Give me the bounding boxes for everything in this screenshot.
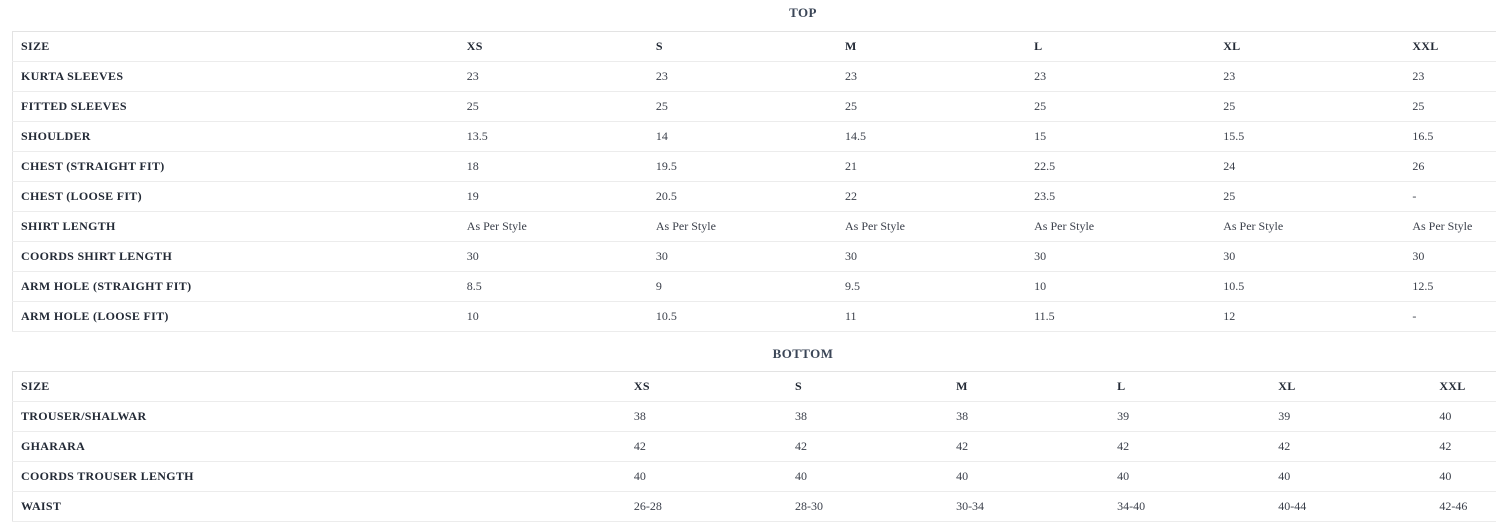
- column-header-xl: XL: [1270, 372, 1431, 402]
- cell-value: 38: [948, 402, 1109, 432]
- size-chart-content: [0, 5, 1496, 522]
- cell-value: 20.5: [648, 182, 837, 212]
- row-label: TROUSER/SHALWAR: [13, 402, 626, 432]
- table-row: [13, 122, 1497, 152]
- table-row: [13, 212, 1497, 242]
- cell-value: 10: [1026, 272, 1215, 302]
- table-row: [13, 152, 1497, 182]
- cell-value: 42: [1270, 432, 1431, 462]
- row-label: COORDS SHIRT LENGTH: [13, 242, 459, 272]
- column-header-size: SIZE: [13, 372, 626, 402]
- cell-value: As Per Style: [1215, 212, 1404, 242]
- cell-value: 21: [837, 152, 1026, 182]
- cell-value: 28-30: [787, 492, 948, 522]
- column-header-xs: XS: [626, 372, 787, 402]
- cell-value: 25: [1215, 182, 1404, 212]
- cell-value: 9: [648, 272, 837, 302]
- cell-value: 12.5: [1404, 272, 1496, 302]
- table-row: [13, 302, 1497, 332]
- table-row: [13, 242, 1497, 272]
- cell-value: 23: [648, 62, 837, 92]
- table-row: [13, 62, 1497, 92]
- row-label: SHIRT LENGTH: [13, 212, 459, 242]
- header-row: [13, 372, 1497, 402]
- cell-value: 26: [1404, 152, 1496, 182]
- cell-value: 30: [1215, 242, 1404, 272]
- column-header-l: L: [1026, 32, 1215, 62]
- column-header-m: M: [948, 372, 1109, 402]
- cell-value: 23.5: [1026, 182, 1215, 212]
- cell-value: 25: [1215, 92, 1404, 122]
- table-row: [13, 92, 1497, 122]
- cell-value: 14.5: [837, 122, 1026, 152]
- cell-value: 38: [626, 402, 787, 432]
- cell-value: 8.5: [459, 272, 648, 302]
- cell-value: 40: [1109, 462, 1270, 492]
- cell-value: As Per Style: [648, 212, 837, 242]
- cell-value: 16.5: [1404, 122, 1496, 152]
- cell-value: 18: [459, 152, 648, 182]
- row-label: WAIST: [13, 492, 626, 522]
- row-label: KURTA SLEEVES: [13, 62, 459, 92]
- cell-value: 12: [1215, 302, 1404, 332]
- column-header-m: M: [837, 32, 1026, 62]
- cell-value: 40: [1431, 462, 1496, 492]
- cell-value: 10.5: [1215, 272, 1404, 302]
- cell-value: 24: [1215, 152, 1404, 182]
- cell-value: 40: [1431, 402, 1496, 432]
- size-chart-table-top: [12, 31, 1496, 332]
- cell-value: 42-46: [1431, 492, 1496, 522]
- row-label: COORDS TROUSER LENGTH: [13, 462, 626, 492]
- cell-value: 14: [648, 122, 837, 152]
- cell-value: As Per Style: [837, 212, 1026, 242]
- cell-value: 40: [1270, 462, 1431, 492]
- cell-value: 42: [626, 432, 787, 462]
- cell-value: 11.5: [1026, 302, 1215, 332]
- column-header-s: S: [787, 372, 948, 402]
- table-row: [13, 492, 1497, 522]
- table-row: [13, 432, 1497, 462]
- header-row: [13, 32, 1497, 62]
- cell-value: 22.5: [1026, 152, 1215, 182]
- cell-value: 42: [1431, 432, 1496, 462]
- section-title-bottom: BOTTOM: [772, 346, 834, 361]
- row-label: CHEST (STRAIGHT FIT): [13, 152, 459, 182]
- cell-value: 22: [837, 182, 1026, 212]
- cell-value: As Per Style: [1404, 212, 1496, 242]
- row-label: ARM HOLE (STRAIGHT FIT): [13, 272, 459, 302]
- column-header-xxl: XXL: [1404, 32, 1496, 62]
- cell-value: 39: [1270, 402, 1431, 432]
- cell-value: 26-28: [626, 492, 787, 522]
- cell-value: 9.5: [837, 272, 1026, 302]
- cell-value: 11: [837, 302, 1026, 332]
- size-chart-table-bottom: [12, 371, 1496, 522]
- cell-value: 25: [837, 92, 1026, 122]
- cell-value: 19.5: [648, 152, 837, 182]
- table-row: [13, 462, 1497, 492]
- table-row: [13, 182, 1497, 212]
- cell-value: 25: [648, 92, 837, 122]
- cell-value: 23: [1215, 62, 1404, 92]
- cell-value: 30-34: [948, 492, 1109, 522]
- cell-value: 40: [626, 462, 787, 492]
- cell-value: 25: [459, 92, 648, 122]
- column-header-xxl: XXL: [1431, 372, 1496, 402]
- cell-value: 15: [1026, 122, 1215, 152]
- cell-value: 30: [648, 242, 837, 272]
- cell-value: -: [1404, 302, 1496, 332]
- cell-value: 10: [459, 302, 648, 332]
- column-header-l: L: [1109, 372, 1270, 402]
- cell-value: 42: [948, 432, 1109, 462]
- cell-value: 13.5: [459, 122, 648, 152]
- cell-value: 40-44: [1270, 492, 1431, 522]
- cell-value: 25: [1026, 92, 1215, 122]
- cell-value: 42: [1109, 432, 1270, 462]
- cell-value: 23: [837, 62, 1026, 92]
- table-row: [13, 272, 1497, 302]
- cell-value: 39: [1109, 402, 1270, 432]
- cell-value: 23: [1404, 62, 1496, 92]
- row-label: ARM HOLE (LOOSE FIT): [13, 302, 459, 332]
- column-header-size: SIZE: [13, 32, 459, 62]
- row-label: GHARARA: [13, 432, 626, 462]
- row-label: FITTED SLEEVES: [13, 92, 459, 122]
- cell-value: 40: [787, 462, 948, 492]
- cell-value: 15.5: [1215, 122, 1404, 152]
- row-label: SHOULDER: [13, 122, 459, 152]
- cell-value: 30: [459, 242, 648, 272]
- cell-value: 38: [787, 402, 948, 432]
- cell-value: 30: [1404, 242, 1496, 272]
- cell-value: 19: [459, 182, 648, 212]
- column-header-xs: XS: [459, 32, 648, 62]
- cell-value: 23: [459, 62, 648, 92]
- cell-value: -: [1404, 182, 1496, 212]
- table-row: [13, 402, 1497, 432]
- cell-value: 23: [1026, 62, 1215, 92]
- column-header-xl: XL: [1215, 32, 1404, 62]
- cell-value: As Per Style: [459, 212, 648, 242]
- section-title-top: TOP: [789, 5, 817, 20]
- cell-value: 42: [787, 432, 948, 462]
- cell-value: 34-40: [1109, 492, 1270, 522]
- row-label: CHEST (LOOSE FIT): [13, 182, 459, 212]
- cell-value: 40: [948, 462, 1109, 492]
- cell-value: 30: [1026, 242, 1215, 272]
- cell-value: 30: [837, 242, 1026, 272]
- cell-value: 25: [1404, 92, 1496, 122]
- cell-value: As Per Style: [1026, 212, 1215, 242]
- column-header-s: S: [648, 32, 837, 62]
- cell-value: 10.5: [648, 302, 837, 332]
